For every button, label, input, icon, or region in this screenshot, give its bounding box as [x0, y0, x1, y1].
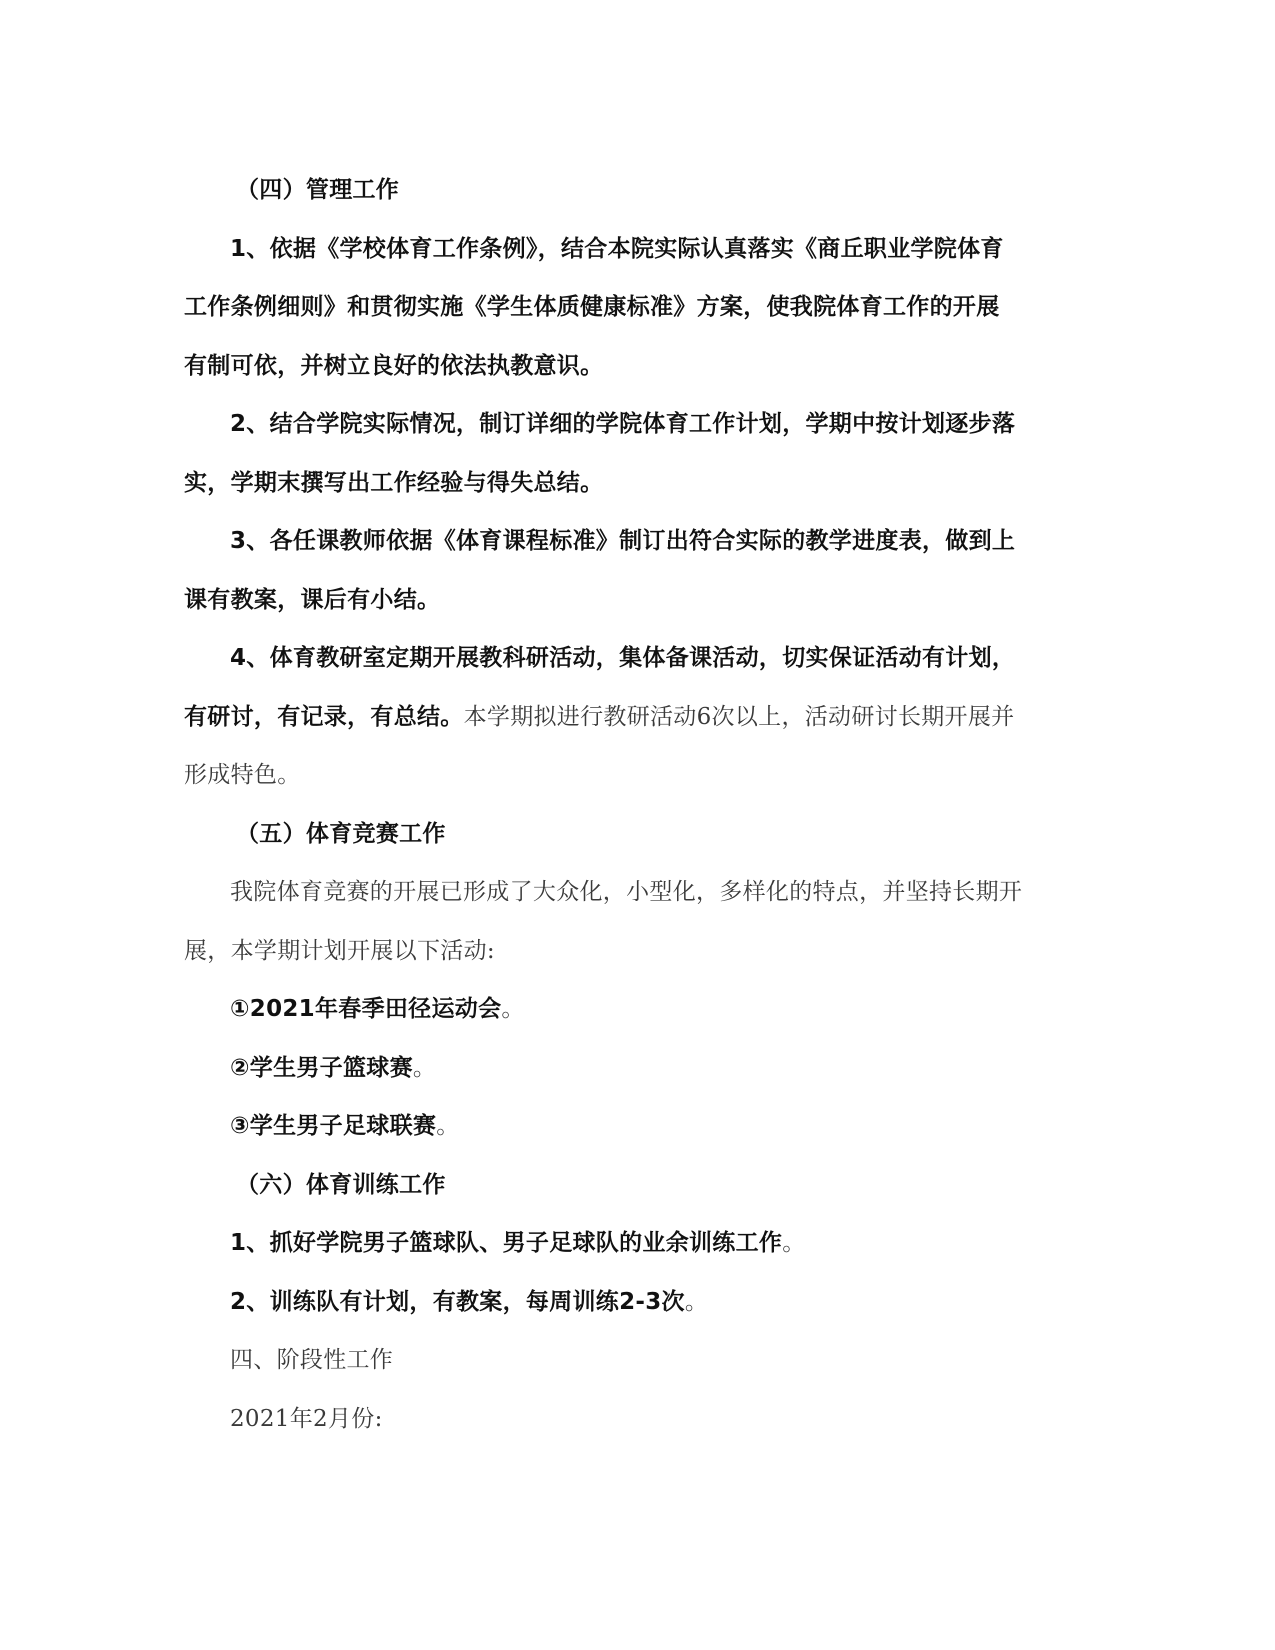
- bold-text-segment: ③学生男子足球联赛: [230, 1113, 437, 1139]
- text-segment: 。: [412, 1054, 437, 1081]
- bold-text-segment: ②学生男子篮球赛: [230, 1054, 413, 1081]
- text-segment: 。: [782, 1230, 806, 1256]
- text-line: [184, 1214, 1084, 1273]
- text-line: [184, 1331, 1084, 1390]
- bold-text-segment: 有制可依，并树立良好的依法执教意识。: [184, 352, 604, 379]
- text-line: [184, 863, 1084, 922]
- text-segment: 。: [501, 996, 525, 1022]
- text-segment: 本学期拟进行教研活动6次以上，活动研讨长期开展并: [463, 703, 1015, 730]
- bold-text-segment: 课有教案，课后有小结。: [184, 586, 441, 613]
- text-segment: 形成特色。: [184, 762, 301, 788]
- bold-text-segment: （四）管理工作: [236, 177, 400, 203]
- text-line: [184, 512, 1084, 571]
- bold-text-segment: 1、抓好学院男子篮球队、男子足球队的业余训练工作: [230, 1230, 783, 1256]
- text-line: [184, 1097, 1084, 1156]
- text-segment: 展，本学期计划开展以下活动:: [184, 937, 495, 964]
- bold-text-segment: 3、各任课教师依据《体育课程标准》制订出符合实际的教学进度表，做到上: [230, 528, 1016, 554]
- text-segment: 2021年2月份:: [230, 1405, 383, 1432]
- text-line: [184, 805, 1084, 864]
- text-line: [184, 746, 1084, 805]
- text-line: [184, 161, 1084, 220]
- bold-text-segment: （五）体育竞赛工作: [236, 820, 446, 847]
- text-line: [184, 1039, 1084, 1098]
- text-line: [184, 337, 1084, 396]
- text-segment: 我院体育竞赛的开展已形成了大众化，小型化，多样化的特点，并坚持长期开: [230, 879, 1023, 905]
- text-line: [184, 1156, 1084, 1215]
- text-line: [184, 629, 1084, 688]
- bold-text-segment: 1、依据《学校体育工作条例》，结合本院实际认真落实《商丘职业学院体育: [230, 235, 1004, 262]
- bold-text-segment: 2、结合学院实际情况，制订详细的学院体育工作计划，学期中按计划逐步落: [230, 411, 1016, 437]
- bold-text-segment: ①2021年春季田径运动会: [230, 996, 502, 1022]
- text-line: [184, 1390, 1084, 1449]
- text-line: [184, 688, 1084, 747]
- text-line: [184, 395, 1084, 454]
- text-line: [184, 454, 1084, 513]
- document-body: [184, 161, 1084, 1448]
- bold-text-segment: （六）体育训练工作: [236, 1171, 446, 1198]
- bold-text-segment: 有研讨，有记录，有总结。: [184, 703, 464, 730]
- bold-text-segment: 工作条例细则》和贯彻实施《学生体质健康标准》方案，使我院体育工作的开展: [184, 294, 1000, 320]
- text-line: [184, 922, 1084, 981]
- bold-text-segment: 实，学期末撰写出工作经验与得失总结。: [184, 469, 604, 496]
- text-line: [184, 1273, 1084, 1332]
- text-line: [184, 571, 1084, 630]
- bold-text-segment: 2、训练队有计划，有教案，每周训练2-3次: [230, 1288, 685, 1315]
- text-line: [184, 980, 1084, 1039]
- text-line: [184, 278, 1084, 337]
- text-segment: 。: [436, 1113, 460, 1139]
- text-segment: 四、阶段性工作: [230, 1347, 394, 1373]
- text-segment: 。: [684, 1288, 709, 1315]
- text-line: [184, 220, 1084, 279]
- bold-text-segment: 4、体育教研室定期开展教科研活动，集体备课活动，切实保证活动有计划，: [230, 645, 1016, 671]
